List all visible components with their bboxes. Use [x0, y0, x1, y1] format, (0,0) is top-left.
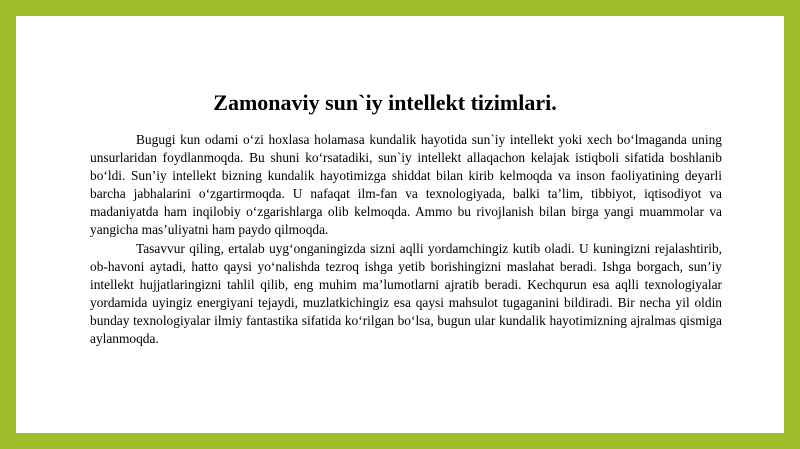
slide-page	[16, 16, 784, 433]
document-title: Zamonaviy sun`iy intellekt tizimlari.	[213, 90, 557, 115]
document-body	[90, 131, 722, 348]
paragraph-1: Bugugi kun odami o‘zi hoxlasa holamasa kundalik hayotida sun`iy intellekt yoki xech bo‘lmaganda uning unsurlaridan foydlanmoqda. Bu shuni ko‘rsatadiki, sun`iy intellekt allaqachon kelajak istiqboli sifatida boshlanib bo‘ldi. Sun’iy intellekt bizning kundalik hayotimizga shiddat bilan kirib kelmoqda va inson faoliyatining deyarli barcha jabhalarini o‘zgartirmoqda. U nafaqat ilm-fan va texnologiyada, balki ta’lim, tibbiyot, iqtisodiyot va madaniyatda ham inqilobiy o‘zgarishlarga olib kelmoqda. Ammo bu rivojlanish bilan birga yangi muammolar va yangicha mas’uliyatni ham paydo qilmoqda.	[90, 132, 722, 238]
paragraph-2: Tasavvur qiling, ertalab uyg‘onganingizda sizni aqlli yordamchingiz kutib oladi. U kuningizni rejalashtirib, ob-havoni aytadi, hatto qaysi yo‘nalishda tezroq ishga yetib borishingizni maslahat beradi. Ishga borgach, sun’iy intellekt hujjatlaringizni tahlil qilib, eng muhim ma’lumotlarni ajratib beradi. Kechqurun esa aqlli texnologiyalar yordamida uyingiz energiyani tejaydi, muzlatkichingiz esa qaysi mahsulot tugaganini bildiradi. Bir necha yil oldin bunday texnologiyalar ilmiy fantastika sifatida ko‘rilgan bo‘lsa, bugun ular kundalik hayotimizning ajralmas qismiga aylanmoqda.	[90, 240, 722, 347]
